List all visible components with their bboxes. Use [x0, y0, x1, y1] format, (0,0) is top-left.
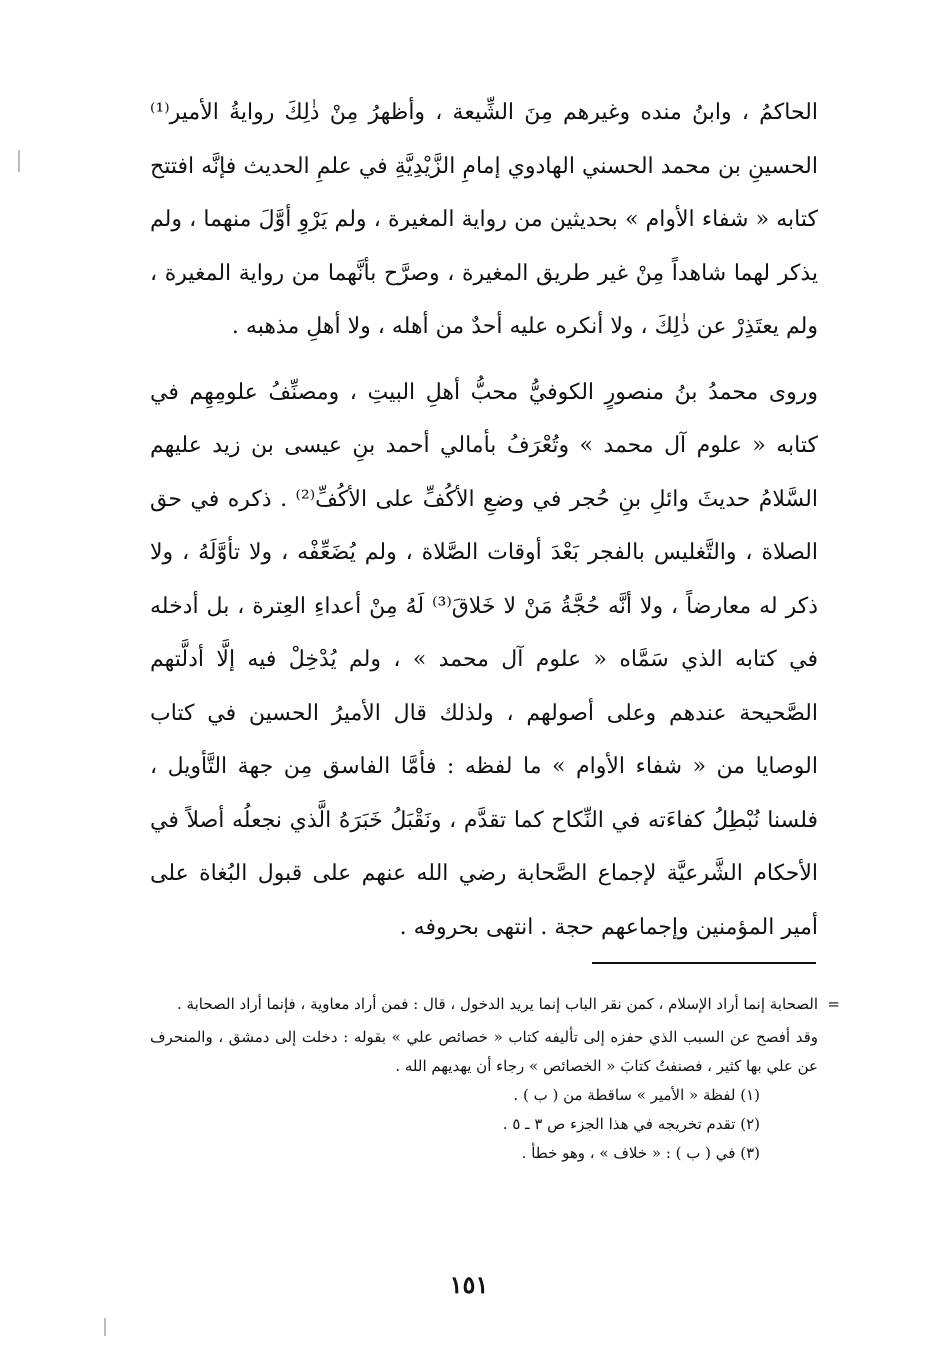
footnote-2: (٢) تقدم تخريجه في هذا الجزء ص ٣ ـ ٥ .	[502, 1115, 760, 1133]
scan-mark	[18, 150, 20, 172]
footnote-separator	[592, 962, 816, 964]
footnote-1: (١) لفظة « الأمير » ساقطة من ( ب ) .	[513, 1086, 760, 1104]
footnote-continuation	[150, 990, 840, 1019]
scan-mark	[104, 1318, 106, 1336]
footnote-extra-paragraph: وقد أفصح عن السبب الذي حفزه إلى تأليفه كتاب « خصائص علي » بقوله : دخلت إلى دمشق ، والمنحرف عن علي بها كثير ، فصنفتُ كتابَ « الخصائص » رجاء أن يهديهم الله .	[150, 1028, 818, 1075]
continuation-mark: =	[827, 995, 840, 1013]
continuation-text: الصحابة إنما أراد الإسلام ، كمن نقر الباب إنما يريد الدخول ، قال : فمن أراد معاوية ، فإنما أراد الصحابة .	[177, 995, 818, 1013]
main-text	[150, 86, 818, 954]
footnote-3: (٣) في ( ب ) : « خلاف » ، وهو خطأ .	[521, 1144, 760, 1162]
paragraph-1: الحاكمُ ، وابنُ منده وغيرهم مِنَ الشِّيعة ، وأظهرُ مِنْ ذٰلِكَ روايةُ الأمير⁽¹⁾ الحسينِ بن محمد الحسني الهادوي إمامِ الزَّيْدِيَّةِ في علمِ الحديث فإنَّه افتتح كتابه « شفاء الأوام » بحديثين من رواية المغيرة ، ولم يَرْوِ أوَّلَ منهما ، ولم يذكر لهما شاهداً مِنْ غير طريق المغيرة ، وصرَّح بأنَّهما من رواية المغيرة ، ولم يعتَذِرْ عن ذٰلِكَ ، ولا أنكره عليه أحدٌ من أهله ، ولا أهلِ مذهبه .	[150, 100, 818, 339]
footnotes	[150, 990, 840, 1168]
paragraph-2: وروى محمدُ بنُ منصورٍ الكوفيُّ محبُّ أهلِ البيتِ ، ومصنِّفُ علومِهِم في كتابه « علوم آل محمد » وتُعْرَفُ بأمالي أحمد بنِ عيسى بن زيد عليهم السَّلامُ حديثَ وائلِ بنِ حُجر في وضعِ الأكُفِّ على الأكُفِّ⁽²⁾ . ذكره في حق الصلاة ، والتَّغليس بالفجر بَعْدَ أوقات الصَّلاة ، ولم يُضَعِّفْه ، ولا تأوَّلَهُ ، ولا ذكر له معارضاً ، ولا أنَّه حُجَّةُ مَنْ لا خَلاقَ⁽³⁾ لَهُ مِنْ أعداءِ العِترة ، بل أدخله في كتابه الذي سَمَّاه « علوم آل محمد » ، ولم يُدْخِلْ فيه إلَّا أدلَّتهم الصَّحيحة عندهم وعلى أصولهم ، ولذلك قال الأميرُ الحسين في كتاب الوصايا من « شفاء الأوام » ما لفظه : فأمَّا الفاسق مِن جهة التَّأويل ، فلسنا نُبْطِلُ كفاءَته في النِّكاح كما تقدَّم ، ونَقْبَلُ خَبَرَهُ الَّذي نجعلُه أصلاً في الأحكام الشَّرعيَّة لإجماع الصَّحابة رضي الله عنهم على قبول البُغاة على أمير المؤمنين وإجماعهم حجة . انتهى بحروفه .	[150, 379, 818, 940]
page-number: ١٥١	[449, 1270, 489, 1299]
